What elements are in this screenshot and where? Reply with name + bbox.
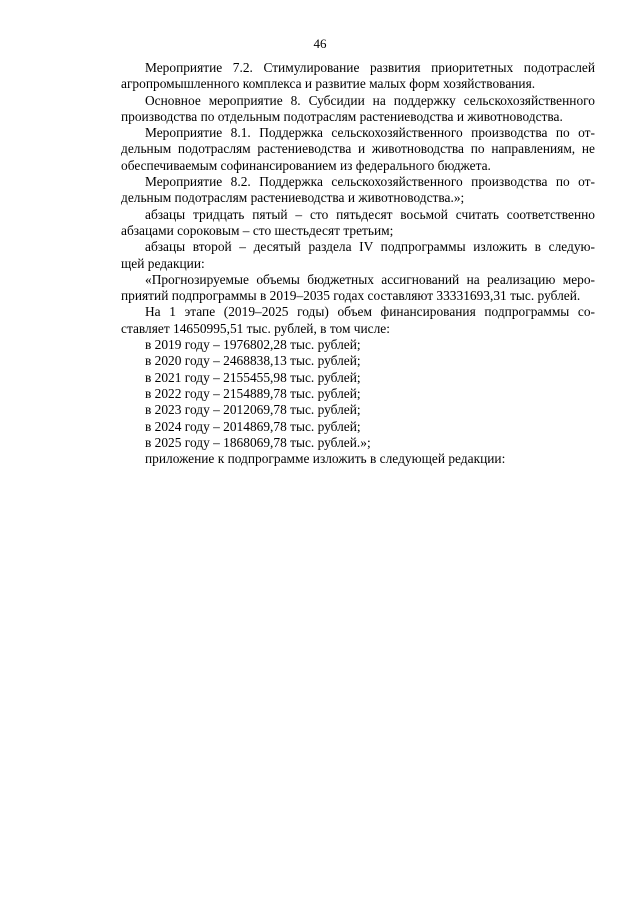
text-line: агропромышленного комплекса и развитие малых форм хозяйствования. — [121, 76, 536, 92]
funding-year-2021 — [121, 370, 595, 386]
text-line: Мероприятие 8.2. Поддержка сельскохозяйственного производства по от- — [145, 174, 595, 190]
text-line: дельным подотраслям растениеводства и животноводства по направлениям, не — [121, 141, 595, 157]
text-line: дельным подотраслям растениеводства и животноводства.»; — [121, 190, 465, 206]
text-line: в 2020 году – 2468838,13 тыс. рублей; — [145, 353, 361, 369]
page-number: 46 — [313, 36, 327, 51]
text-line: Мероприятие 7.2. Стимулирование развития приоритетных подотраслей — [145, 60, 595, 75]
paragraph-forecast-volumes — [121, 272, 595, 305]
text-line: абзацы тридцать пятый – сто пятьдесят восьмой считать соответственно — [145, 206, 595, 222]
text-line: Мероприятие 8.1. Поддержка сельскохозяйственного производства по от- — [145, 125, 595, 141]
text-line: «Прогнозируемые объемы бюджетных ассигнований на реализацию меро- — [145, 271, 595, 287]
text-line: приложение к подпрограмме изложить в следующей редакции: — [145, 451, 506, 467]
text-line: в 2024 году – 2014869,78 тыс. рублей; — [145, 418, 361, 434]
paragraph-main-measure-8 — [121, 93, 595, 126]
text-line: обеспечиваемым софинансированием из федерального бюджета. — [121, 157, 491, 173]
text-line: в 2021 году – 2155455,98 тыс. рублей; — [145, 369, 361, 385]
text-line: абзацы второй – десятый раздела IV подпрограммы изложить в следую- — [145, 239, 595, 255]
text-line: производства по отдельным подотраслям растениеводства и животноводства. — [121, 108, 563, 124]
text-line: щей редакции: — [121, 255, 205, 271]
paragraph-renumbering — [121, 207, 595, 240]
text-line: ставляет 14650995,51 тыс. рублей, в том числе: — [121, 320, 390, 336]
paragraph-stage-1-funding — [121, 304, 595, 337]
text-line: абзацами сороковым – сто шестьдесят третьим; — [121, 222, 394, 238]
text-line: в 2019 году – 1976802,28 тыс. рублей; — [145, 337, 361, 353]
funding-year-2024 — [121, 419, 595, 435]
funding-year-2020 — [121, 353, 595, 369]
funding-year-2023 — [121, 402, 595, 418]
text-line: в 2025 году – 1868069,78 тыс. рублей.»; — [145, 434, 371, 450]
paragraph-measure-8-2 — [121, 174, 595, 207]
funding-year-2022 — [121, 386, 595, 402]
text-line: На 1 этапе (2019–2025 годы) объем финансирования подпрограммы со- — [145, 304, 595, 320]
document-body — [121, 60, 595, 467]
text-line: Основное мероприятие 8. Субсидии на поддержку сельскохозяйственного — [145, 92, 595, 108]
funding-year-2019 — [121, 337, 595, 353]
funding-year-2025 — [121, 435, 595, 451]
paragraph-measure-7-2 — [121, 60, 595, 93]
text-line: в 2022 году – 2154889,78 тыс. рублей; — [145, 385, 361, 401]
text-line: приятий подпрограммы в 2019–2035 годах составляют 33331693,31 тыс. рублей. — [121, 288, 581, 304]
text-line: в 2023 году – 2012069,78 тыс. рублей; — [145, 402, 361, 418]
paragraph-measure-8-1 — [121, 125, 595, 174]
paragraph-appendix-amendment — [121, 451, 595, 467]
paragraph-section-iv-amendment — [121, 239, 595, 272]
